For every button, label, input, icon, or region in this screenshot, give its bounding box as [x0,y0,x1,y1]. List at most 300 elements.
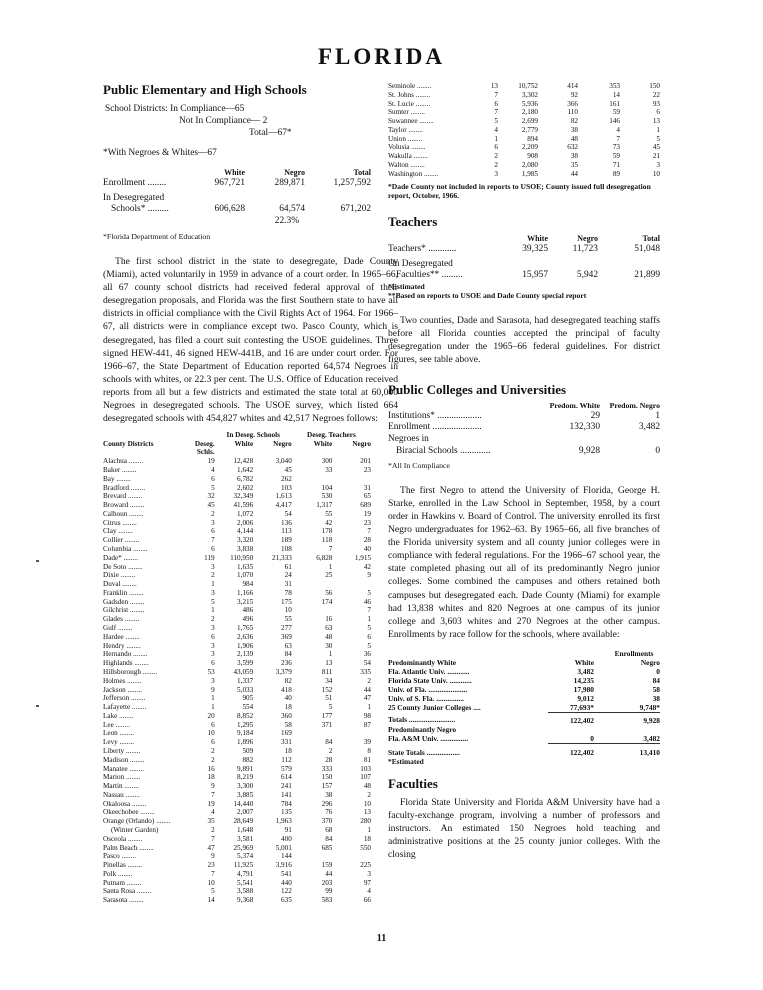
cell-value: 5,033 [237,685,254,694]
cell-value: 671,202 [340,204,371,215]
table-row [103,501,371,510]
enroll-note: *Estimated [388,757,424,767]
school-name: Univ. of Fla. ..................... [388,684,468,694]
group-header-teachers: Deseg. Teachers [307,430,356,439]
cell-value: 44 [570,169,578,178]
cell-value: 509 [242,746,254,755]
cell-value: 7 [367,527,371,536]
cell-value: 784 [281,799,292,808]
row-label-totals: Totals ......................... [388,715,456,725]
cell-value: 5 [367,641,371,650]
cell-value: 108 [281,545,292,554]
cell-value: 6 [211,527,215,536]
cell-value: 9,928 [594,712,660,725]
cell-value: 178 [321,527,333,536]
col-header-teachers-white: White [313,439,333,448]
cell-value: 35 [570,161,578,170]
cell-value: 25 [325,571,333,580]
cell-value: 225 [360,861,371,870]
cell-value: 92 [570,90,578,99]
cell-value: 6,828 [316,553,333,562]
cell-value: 21,899 [634,270,660,281]
county-name: Collier ........ [103,536,140,545]
cell-value: 16 [207,764,215,773]
cell-value: 18 [363,834,371,843]
cell-value: 20 [207,711,215,720]
cell-value: 18 [284,746,292,755]
school-name: Fla. Atlantic Univ. ............ [388,666,470,676]
districts-noncompliance: Not In Compliance— 2 [179,115,268,126]
cell-value: 22 [652,90,660,99]
cell-value: 24 [284,571,292,580]
cell-value: 28 [325,755,333,764]
cell-value: 4 [211,465,215,474]
cell-value: 10,752 [518,82,538,90]
cell-value: 84 [325,834,333,843]
cell-value: 51,048 [634,243,660,254]
row-label-institutions: Institutions* ................... [388,410,482,421]
col-header-negro: Negro [577,233,598,243]
table-row [103,633,371,642]
county-name: Leon ........ [103,729,134,738]
cell-value: 6 [494,143,498,152]
cell-value: 159 [321,861,333,870]
county-name: Nassau ........ [103,790,140,799]
cell-value: 8,219 [237,773,254,782]
dade-note: *Dade County not included in reports to USOE; County issued full desegregation report, October, 1966. [388,181,651,200]
cell-value: 45 [284,465,292,474]
cell-value: 10 [207,878,215,887]
county-name: Sumter ........ [388,108,425,117]
col-header-predom-negro: Predom. Negro [609,401,660,411]
table-row [103,703,371,712]
cell-value: 48 [570,134,578,143]
county-name: Gilchrist ........ [103,606,145,615]
cell-value: 7 [494,108,498,117]
cell-value [332,729,371,738]
cell-value: 5,541 [237,878,254,887]
cell-value: 9 [211,782,215,791]
cell-value: 13,410 [594,744,660,758]
cell-value: 3,482 [638,422,660,433]
cell-value: 333 [321,764,333,773]
deseg-percent: 22.3% [274,216,299,226]
cell-value: 1,765 [237,624,254,633]
cell-value: 119 [204,553,215,562]
margin-mark [36,560,39,562]
county-name: Hardee ........ [103,632,140,641]
cell-value: 73 [612,143,620,152]
cell-value: 68 [325,826,333,835]
cell-value: 104 [321,483,333,492]
col-header-negro: Negro [284,168,305,177]
cell-value: 7 [211,536,215,545]
table-row [103,729,371,738]
table-row [388,117,660,126]
table-row [103,563,371,572]
cell-value: 1,257,592 [333,177,371,188]
cell-value: 3 [211,676,215,685]
cell-value: 5 [494,117,498,126]
cell-value: 331 [281,738,292,747]
cell-value: 335 [360,667,371,676]
cell-value: 583 [321,896,333,905]
cell-value: 78 [284,588,292,597]
cell-value: 47 [207,843,215,852]
col-header-white: White [234,439,254,448]
table-row [103,554,371,563]
col-header-county: County Districts [103,439,154,448]
cell-value: 1 [367,615,371,624]
table-row [103,721,371,730]
col-header-negro: Negro [273,439,292,448]
table-row [103,598,371,607]
cell-value: 34 [325,676,333,685]
faculties-paragraph: Florida State University and Florida A&M University have had a faculty-exchange program, involving a number of professors and instructors. An estimated 150 Negroes hold teaching and administrative positions at the 25 county junior colleges. With the closing [388,797,660,861]
cell-value: 1 [328,562,333,571]
cell-value: 40 [363,545,371,554]
cell-value: 2,602 [237,483,254,492]
col-header-negro: Negro [640,657,660,667]
cell-value: 262 [281,474,292,483]
cell-value: 84 [652,675,660,685]
cell-value: 1 [655,410,660,421]
cell-value: 2 [367,790,371,799]
cell-value: 59 [612,108,620,117]
cell-value: 440 [281,878,292,887]
cell-value: 369 [281,632,292,641]
cell-value: 2,636 [237,632,254,641]
cell-value: 685 [321,843,333,852]
page-number: 11 [376,933,387,944]
cell-value: 277 [281,624,292,633]
row-label-enrollment: Enrollment ..................... [388,422,482,433]
cell-value: 43,059 [233,667,254,676]
page-title: FLORIDA [317,44,446,69]
cell-value: 44 [363,685,371,694]
cell-value: 6 [367,632,371,641]
table-row [388,108,660,117]
cell-value: 110,950 [230,553,254,562]
table-row [103,808,371,817]
cell-value: 10 [652,169,660,178]
cell-value: 110 [567,108,578,117]
col-header-white: White [224,168,245,177]
table-row [103,650,371,659]
cell-value: 1,648 [237,826,254,835]
cell-value: 91 [284,826,292,835]
county-name: Highlands ........ [103,659,149,668]
cell-value: 3 [211,641,215,650]
cell-value: 150 [321,773,333,782]
cell-value: 6 [211,632,215,641]
cell-value: 2 [367,676,371,685]
cell-value: 177 [321,711,333,720]
cell-value: 152 [321,685,333,694]
cell-value: 3 [211,518,215,527]
cell-value: 66 [363,896,371,905]
table-row [103,642,371,651]
county-name: Santa Rosa ........ [103,887,152,896]
cell-value: 5,942 [576,270,598,281]
cell-value: 1,072 [237,509,254,518]
cell-value: 0 [656,666,660,676]
county-name: Bradford ........ [103,483,146,492]
cell-value: 3 [211,650,215,659]
table-row [388,91,660,100]
col-header-total: Total [353,168,371,177]
cell-value [292,475,333,484]
county-name: Hillsborough ........ [103,667,158,676]
county-districts-table [103,431,371,905]
county-name: Marion ........ [103,773,141,782]
cell-value: 3 [656,161,660,170]
cell-value: 1,295 [237,720,254,729]
cell-value: 2 [494,161,498,170]
cell-value: 77,693* [569,702,594,712]
cell-value: 882 [242,755,254,764]
county-name: Sarasota ........ [103,896,144,905]
table-row [103,844,371,853]
table-row [103,536,371,545]
county-name: Putnam ........ [103,878,142,887]
county-name: Clay ........ [103,527,133,536]
county-name: Citrus ........ [103,518,137,527]
cell-value: 3,300 [237,782,254,791]
table-row [388,161,660,170]
cell-value: 38 [652,693,660,703]
cell-value: 1,635 [237,562,254,571]
cell-value: 141 [281,790,292,799]
cell-value: 2 [211,746,215,755]
cell-value: 6 [211,659,215,668]
cell-value: 144 [281,852,292,861]
colleges-paragraph: The first Negro to attend the University of Florida, George H. Starke, enrolled in the Law School in September, 1958, by a court order in Hawkins v. Board of Control. The university enrolled its first Negro undergraduates for 1962–63. By 1965–66, all five branches of the Florida university system and all county junior colleges were in compliance with federal regulations. For the 1966–67 school year, the state completed phasing out all of its predominantly Negro junior colleges. Some combined the campuses and others retained both campuses but desegregated each. Dade County (Miami) for example had 13,838 whites and 820 Negroes at one campus of its junior college and 3,603 whites and 270 Negroes at the other campus. Enrollments by race follow for the schools, where available: [388,485,660,640]
cell-value: 136 [281,518,292,527]
table-row [103,510,371,519]
cell-value: 400 [281,834,292,843]
cell-value: 296 [321,799,333,808]
cell-value: 2,779 [521,125,538,134]
cell-value: 1 [367,703,371,712]
districts-compliance: School Districts: In Compliance—65 [105,104,245,114]
county-name: Hernando ........ [103,650,148,659]
cell-value: 63 [325,624,333,633]
cell-value: 56 [325,588,333,597]
cell-value: 58 [652,684,660,694]
table-row [103,457,371,466]
cell-value: 3,482 [577,666,594,676]
cell-value: 1,070 [237,571,254,580]
county-name: Pasco ........ [103,852,136,861]
cell-value: 19 [207,457,215,466]
table-row [103,712,371,721]
cell-value: 18 [207,773,215,782]
table-row [103,624,371,633]
table-row [103,896,371,905]
table-row [388,694,660,703]
cell-value [292,606,333,615]
cell-value: 11,925 [233,861,254,870]
group-header-schools: In Deseg. Schools [226,430,280,439]
cell-value: 1 [211,580,215,589]
cell-value: 107 [360,773,371,782]
cell-value: 2 [211,571,215,580]
cell-value: 3 [211,624,215,633]
cell-value: 28,649 [233,817,254,826]
county-name: Pinellas ........ [103,861,142,870]
cell-value: 614 [281,773,292,782]
col-header-teachers-negro: Negro [352,439,371,448]
cell-value: 554 [242,703,254,712]
col-header-deseg-schls: Deseg. Schls. [194,439,215,457]
county-rows [388,82,660,179]
cell-value: 1,166 [237,588,254,597]
row-label-negroes-in: Negroes in [388,434,429,445]
margin-mark [36,705,39,707]
cell-value: 1 [328,650,333,659]
section-heading-faculties: Faculties [388,776,438,792]
school-name: Univ. of S. Fla. ............... [388,693,464,703]
county-name: Martin ........ [103,782,139,791]
cell-value: 189 [281,536,292,545]
cell-value: 59 [612,152,620,161]
cell-value: 9 [367,571,371,580]
cell-value: 61 [284,562,292,571]
row-label-enrollment: Enrollment ........ [103,177,167,188]
table-row [103,800,371,809]
table-row [103,659,371,668]
cell-value: 45 [207,501,215,510]
cell-value: 9,928 [578,445,600,456]
table-row [388,126,660,135]
cell-value: 4 [494,125,498,134]
cell-value [292,580,333,589]
cell-value: 3,040 [275,457,292,466]
table-row [388,170,660,179]
cell-value: 689 [360,501,371,510]
table-row [103,817,371,826]
cell-value: 112 [281,755,292,764]
cell-value: 811 [321,667,333,676]
cell-value: 2,180 [521,108,538,117]
cell-value: 2 [211,615,215,624]
cell-value: 30 [325,641,333,650]
with-negroes-note: *With Negroes & Whites—67 [103,148,217,159]
cell-value [332,475,371,484]
county-name: Polk ........ [103,869,133,878]
county-name: Jefferson ........ [103,694,146,703]
cell-value: 6 [656,108,660,117]
cell-value: 3,588 [237,887,254,896]
cell-value: 1,906 [237,641,254,650]
county-name: Jackson ........ [103,685,142,694]
cell-value: 3,581 [237,834,254,843]
cell-value: 606,628 [214,204,245,215]
cell-value: 2 [328,746,333,755]
cell-value: 48 [363,782,371,791]
county-name: Duval ........ [103,580,137,589]
cell-value: 8,852 [237,711,254,720]
cell-value: 3 [494,169,498,178]
table-row [103,887,371,896]
table-row [103,519,371,528]
cell-value: 7 [211,790,215,799]
cell-value: 28 [363,536,371,545]
cell-value: 1 [656,125,660,134]
cell-value: 32,349 [233,492,254,501]
table-row [103,773,371,782]
cell-value: 1 [494,134,498,143]
cell-value: 4 [367,887,371,896]
cell-value: 84 [284,650,292,659]
cell-value: 3 [367,869,371,878]
cell-value: 12,428 [233,457,254,466]
cell-value: 25,969 [233,843,254,852]
county-name: Baker ........ [103,465,137,474]
cell-value: 31 [363,483,371,492]
enrollment-rows [388,667,660,713]
cell-value: 93 [652,99,660,108]
cell-value: 1 [211,703,215,712]
cell-value: 132,330 [569,422,600,433]
table-row [103,668,371,677]
table-row [388,82,660,91]
cell-value: 174 [321,597,333,606]
cell-value: 157 [321,782,333,791]
cell-value: 35 [207,817,215,826]
cell-value: 38 [325,790,333,799]
cell-value: 418 [281,685,292,694]
col-header-white: White [574,657,594,667]
cell-value: 7 [211,869,215,878]
table-row [103,694,371,703]
cell-value: 11,723 [572,243,598,254]
table-row [103,870,371,879]
table-row [103,466,371,475]
cell-value [292,729,333,738]
table-row [103,475,371,484]
county-name: Wakulla ........ [388,152,428,161]
colleges-table [388,402,660,457]
cell-value: 300 [321,457,333,466]
county-name: Taylor ........ [388,125,423,134]
cell-value: 530 [321,492,333,501]
cell-value: 10 [363,799,371,808]
county-name: Madison ........ [103,755,145,764]
col-header-predom-white: Predom. White [549,401,600,411]
cell-value: 5,936 [521,99,538,108]
county-name: De Soto ........ [103,562,143,571]
estimated-note: *Estimated [388,282,425,292]
cell-value: 366 [567,99,578,108]
cell-value: 48 [325,632,333,641]
county-name: Orange (Orlando) ........ [103,817,171,826]
enrollments-table [388,649,660,766]
row-label-deseg-schools: Schools* ......... [111,204,169,215]
cell-value: 6 [211,474,215,483]
left-column [103,82,398,905]
cell-value: 14,440 [233,799,254,808]
enrollments-heading: Enrollments [614,648,654,658]
cell-value: 54 [363,659,371,668]
row-label-predom-negro: Predominantly Negro [388,724,457,734]
cell-value: 39,325 [522,243,548,254]
cell-value: 31 [284,580,292,589]
cell-value: 64,574 [279,204,305,215]
cell-value: 7 [616,134,620,143]
county-name: Union ........ [388,134,423,143]
